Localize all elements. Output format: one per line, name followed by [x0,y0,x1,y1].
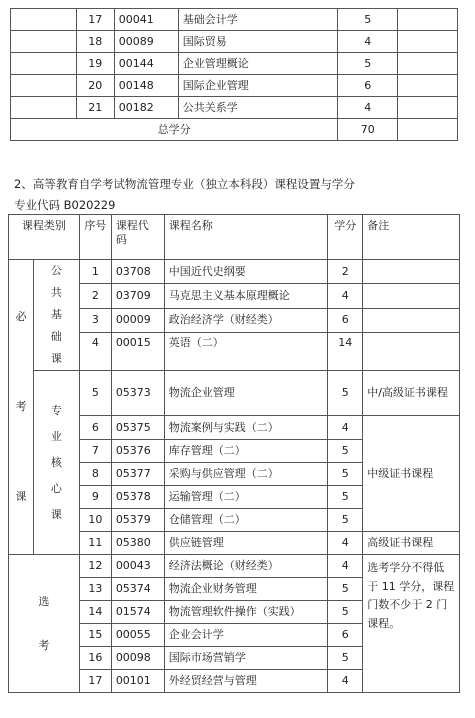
course-code: 05376 [111,440,164,463]
course-code: 05380 [111,532,164,555]
row-number: 8 [79,463,111,486]
table-row [11,31,458,53]
course-code: 05378 [111,486,164,509]
table-row [11,53,458,75]
course-credit: 6 [328,308,363,332]
table-row [9,260,460,284]
course-credit: 5 [328,371,363,416]
course-name: 企业管理概论 [178,53,338,75]
course-code: 00009 [111,308,164,332]
table-row [9,371,460,416]
course-credit: 6 [338,75,398,97]
course-name: 供应链管理 [164,532,328,555]
course-name: 采购与供应管理（二） [164,463,328,486]
course-code: 00182 [114,97,178,119]
course-credit: 4 [328,670,363,693]
course-code: 00015 [111,332,164,370]
section-title: 2、高等教育自学考试物流管理专业（独立本科段）课程设置与学分 [14,177,355,191]
course-credit: 6 [328,624,363,647]
course-name: 物流管理软件操作（实践） [164,601,328,624]
course-code: 03708 [111,260,164,284]
course-code: 03709 [111,284,164,308]
course-credit: 5 [338,9,398,31]
course-name: 国际贸易 [178,31,338,53]
course-name: 库存管理（二） [164,440,328,463]
total-value: 70 [338,119,398,141]
group-public-basic: 公共基础课 [33,260,79,371]
course-credit: 14 [328,332,363,370]
course-credit: 5 [328,486,363,509]
row-number: 16 [79,647,111,670]
table-row [11,9,458,31]
course-code: 01574 [111,601,164,624]
course-name: 公共关系学 [178,97,338,119]
course-code: 05379 [111,509,164,532]
course-code: 05374 [111,578,164,601]
group-required: 必考课 [9,260,34,555]
course-code: 00098 [111,647,164,670]
header-name: 课程名称 [164,215,328,260]
note-mid-cert: 中级证书课程 [363,416,460,532]
header-credit: 学分 [328,215,363,260]
table-header [9,215,460,260]
row-number: 20 [76,75,114,97]
course-name: 政治经济学（财经类） [164,308,328,332]
course-code: 00055 [111,624,164,647]
course-name: 物流企业财务管理 [164,578,328,601]
row-number: 9 [79,486,111,509]
row-number: 5 [79,371,111,416]
row-number: 21 [76,97,114,119]
course-credit: 4 [328,555,363,578]
row-number: 17 [76,9,114,31]
row-number: 14 [79,601,111,624]
course-name: 基础会计学 [178,9,338,31]
course-credit: 5 [328,601,363,624]
table-row [9,555,460,578]
course-code: 00144 [114,53,178,75]
course-credit: 4 [328,416,363,440]
note-high-cert: 高级证书课程 [363,532,460,555]
row-number: 6 [79,416,111,440]
course-name: 仓储管理（二） [164,509,328,532]
course-name: 外经贸经营与管理 [164,670,328,693]
header-no: 序号 [79,215,111,260]
course-code: 00148 [114,75,178,97]
course-name: 国际市场营销学 [164,647,328,670]
total-row [11,119,458,141]
note-elective-rule: 选考学分不得低于 11 学分，课程门数不少于 2 门课程。 [363,555,460,693]
course-credit: 2 [328,260,363,284]
course-credit: 4 [328,532,363,555]
course-code: 00101 [111,670,164,693]
course-code: 05373 [111,371,164,416]
course-code: 05377 [111,463,164,486]
total-label: 总学分 [11,119,338,141]
course-name: 马克思主义基本原理概论 [164,284,328,308]
course-credit: 5 [328,647,363,670]
row-number: 11 [79,532,111,555]
row-number: 2 [79,284,111,308]
row-number: 13 [79,578,111,601]
course-credit: 5 [328,509,363,532]
course-name: 国际企业管理 [178,75,338,97]
table-row [11,75,458,97]
row-number: 17 [79,670,111,693]
group-professional-core: 专业核心课 [33,371,79,555]
group-elective: 选考 [9,555,80,693]
note-mid-high-cert: 中/高级证书课程 [363,371,460,416]
course-name: 经济法概论（财经类） [164,555,328,578]
course-code: 05375 [111,416,164,440]
header-note: 备注 [363,215,460,260]
course-credit: 4 [338,97,398,119]
header-category: 课程类别 [9,215,80,260]
row-number: 4 [79,332,111,370]
course-code: 00041 [114,9,178,31]
course-credit: 5 [338,53,398,75]
credit-table-continued [10,8,458,141]
row-number: 1 [79,260,111,284]
course-name: 中国近代史纲要 [164,260,328,284]
table-row [11,97,458,119]
header-code: 课程代码 [111,215,164,260]
course-credit: 5 [328,578,363,601]
row-number: 19 [76,53,114,75]
course-name: 企业会计学 [164,624,328,647]
row-number: 10 [79,509,111,532]
row-number: 3 [79,308,111,332]
major-code: 专业代码 B020229 [14,198,116,212]
course-code: 00043 [111,555,164,578]
course-name: 物流案例与实践（二） [164,416,328,440]
row-number: 15 [79,624,111,647]
course-name: 运输管理（二） [164,486,328,509]
course-credit: 5 [328,463,363,486]
row-number: 12 [79,555,111,578]
row-number: 18 [76,31,114,53]
course-code: 00089 [114,31,178,53]
course-credit: 4 [328,284,363,308]
course-name: 英语（二） [164,332,328,370]
course-table [8,214,460,693]
course-credit: 4 [338,31,398,53]
course-name: 物流企业管理 [164,371,328,416]
course-credit: 5 [328,440,363,463]
row-number: 7 [79,440,111,463]
